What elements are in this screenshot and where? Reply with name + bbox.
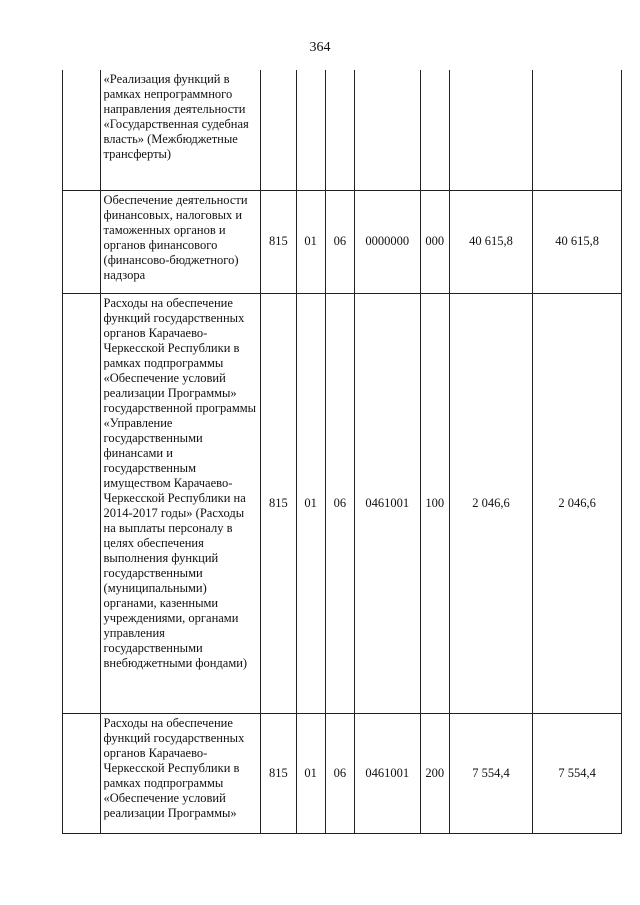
amount-total-cell: 40 615,8 bbox=[533, 190, 622, 293]
table-row bbox=[63, 293, 622, 713]
row-number-cell bbox=[63, 70, 101, 190]
section-code-cell: 01 bbox=[296, 190, 325, 293]
amount-cell: 40 615,8 bbox=[449, 190, 532, 293]
budget-table bbox=[62, 70, 622, 834]
page-number: 364 bbox=[309, 40, 331, 55]
item-name-cell: Обеспечение деятельности финансовых, налоговых и таможенных органов и органов финансового (финансово-бюджетного) надзора bbox=[100, 190, 261, 293]
subsection-code-cell bbox=[325, 70, 354, 190]
row-number-cell bbox=[63, 713, 101, 833]
item-name-cell: Расходы на обеспечение функций государственных органов Карачаево-Черкесской Республики в рамках подпрограммы «Обеспечение условий реализации Программы» государственной программы «Управление государственными финансами и государственным имуществом Карачаево-Черкесской Республики на 2014-2017 годы» (Расходы на выплаты персоналу в целях обеспечения выполнения функций государственными (муниципальными) органами, казенными учреждениями, органами управления государственными внебюджетными фондами) bbox=[100, 293, 261, 713]
expense-type-cell: 100 bbox=[420, 293, 449, 713]
target-code-cell bbox=[354, 70, 420, 190]
subsection-code-cell: 06 bbox=[325, 293, 354, 713]
target-code-cell: 0000000 bbox=[354, 190, 420, 293]
amount-total-cell: 7 554,4 bbox=[533, 713, 622, 833]
subsection-code-cell: 06 bbox=[325, 190, 354, 293]
ministry-code-cell: 815 bbox=[261, 190, 296, 293]
row-number-cell bbox=[63, 190, 101, 293]
ministry-code-cell bbox=[261, 70, 296, 190]
table-row bbox=[63, 713, 622, 833]
table-row bbox=[63, 190, 622, 293]
expense-type-cell bbox=[420, 70, 449, 190]
section-code-cell bbox=[296, 70, 325, 190]
ministry-code-cell: 815 bbox=[261, 713, 296, 833]
section-code-cell: 01 bbox=[296, 293, 325, 713]
section-code-cell: 01 bbox=[296, 713, 325, 833]
amount-total-cell: 2 046,6 bbox=[533, 293, 622, 713]
amount-total-cell bbox=[533, 70, 622, 190]
amount-cell bbox=[449, 70, 532, 190]
expense-type-cell: 000 bbox=[420, 190, 449, 293]
target-code-cell: 0461001 bbox=[354, 293, 420, 713]
item-name-cell: Расходы на обеспечение функций государственных органов Карачаево-Черкесской Республики в рамках подпрограммы «Обеспечение условий реализации Программы» bbox=[100, 713, 261, 833]
target-code-cell: 0461001 bbox=[354, 713, 420, 833]
ministry-code-cell: 815 bbox=[261, 293, 296, 713]
expense-type-cell: 200 bbox=[420, 713, 449, 833]
subsection-code-cell: 06 bbox=[325, 713, 354, 833]
item-name-cell: «Реализация функций в рамках непрограммного направления деятельности «Государственная судебная власть» (Межбюджетные трансферты) bbox=[100, 70, 261, 190]
amount-cell: 2 046,6 bbox=[449, 293, 532, 713]
amount-cell: 7 554,4 bbox=[449, 713, 532, 833]
row-number-cell bbox=[63, 293, 101, 713]
table-row bbox=[63, 70, 622, 190]
